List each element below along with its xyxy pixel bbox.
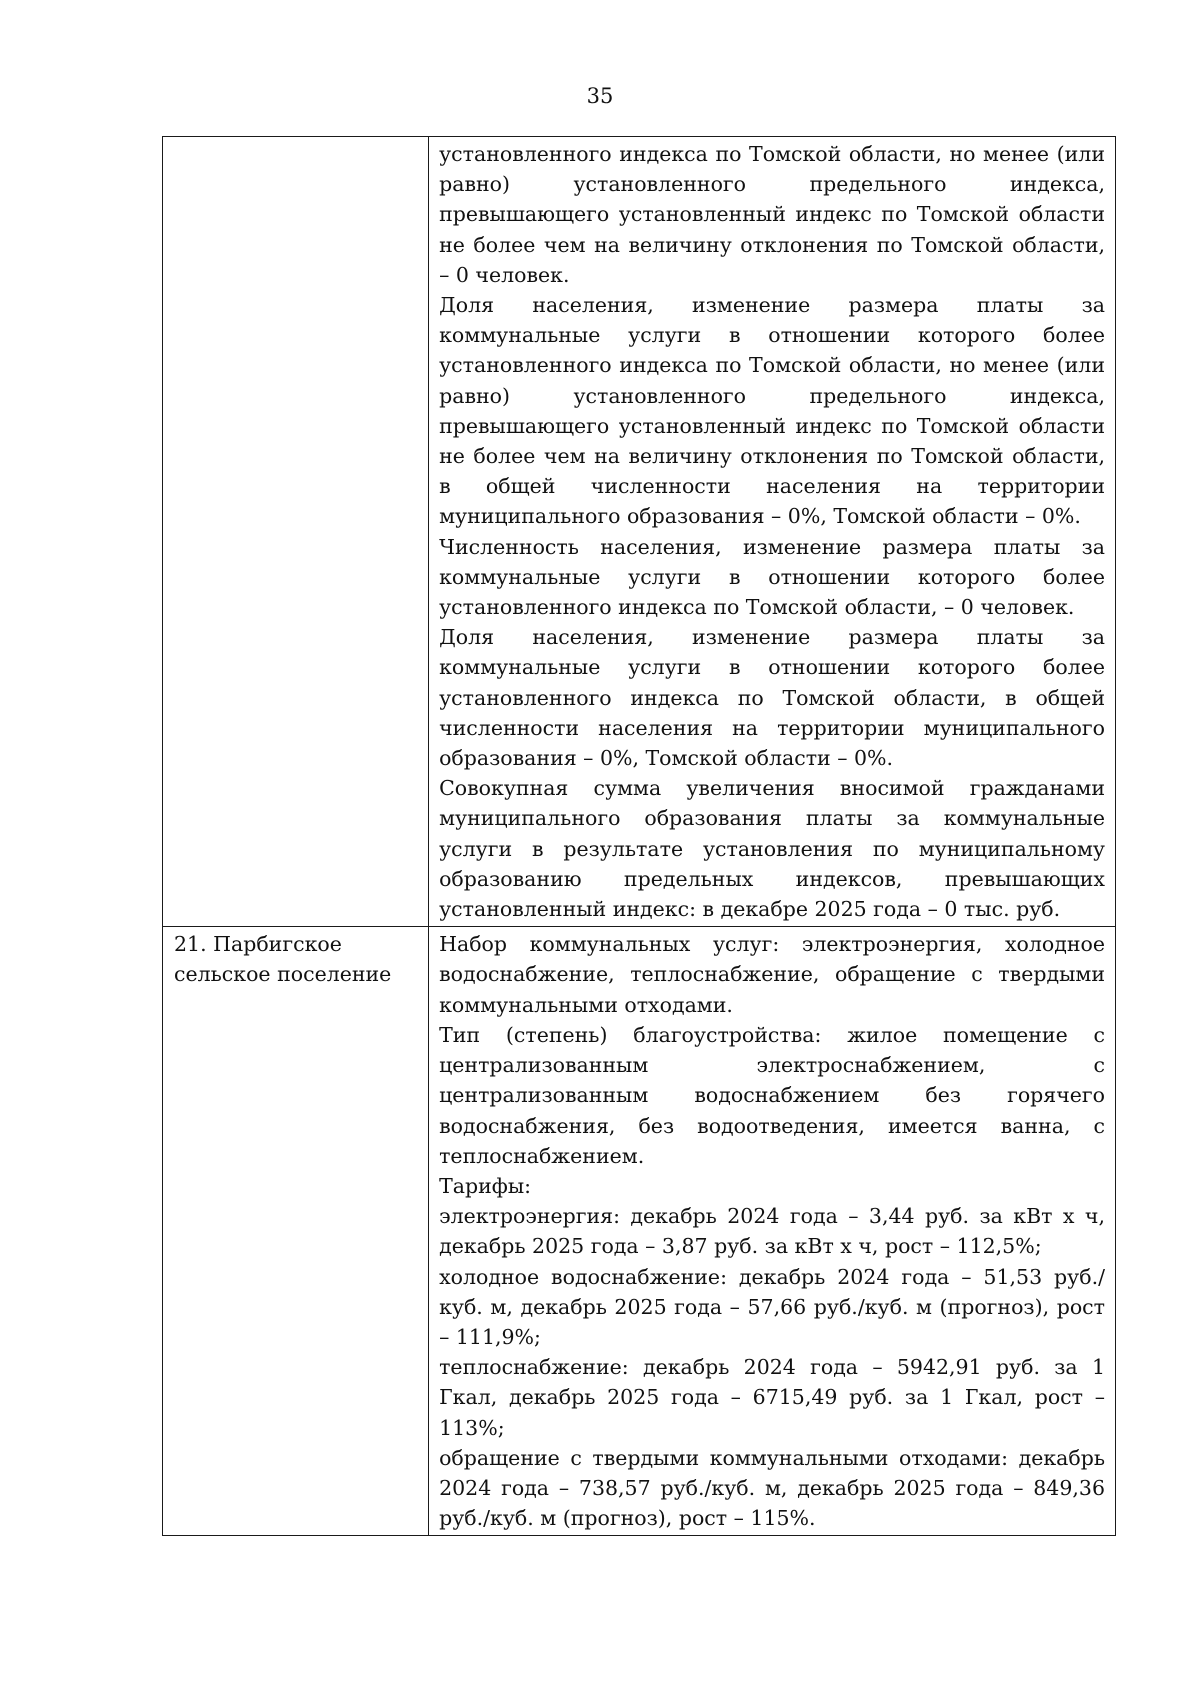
paragraph: электроэнергия: декабрь 2024 года – 3,44 руб. за кВт х ч, декабрь 2025 года – 3,87 руб. за кВт х ч, рост – 112,5%; xyxy=(439,1204,1105,1259)
paragraph: Набор коммунальных услуг: электроэнергия, холодное водоснабжение, теплоснабжение, обращение с твердыми коммунальными отходами. xyxy=(439,932,1105,1017)
paragraph: Тип (степень) благоустройства: жилое помещение с централизованным электроснабжением, с централизованным водоснабжением без горячего водоснабжения, без водоотведения, имеется ванна, с теплоснабжением. xyxy=(439,1022,1105,1168)
page-number: 35 xyxy=(586,84,614,108)
paragraph: обращение с твердыми коммунальными отходами: декабрь 2024 года – 738,57 руб./куб. м, декабрь 2025 года – 849,36 руб./куб. м (прогноз), рост – 115%. xyxy=(439,1445,1105,1531)
indicators-description-cell xyxy=(429,137,1116,927)
table-row xyxy=(163,927,1116,1536)
paragraph: Численность населения, изменение размера платы за коммунальные услуги в отношении которого более установленного индекса по Томской области, – 0 человек. xyxy=(439,534,1105,620)
paragraph: Доля населения, изменение размера платы за коммунальные услуги в отношении которого более установленного индекса по Томской области, в общей численности населения на территории муниципального образования – 0%, Томской области – 0%. xyxy=(439,625,1105,771)
indicators-description-cell xyxy=(429,927,1116,1536)
municipality-name-cell: 21. Парбигское сельское поселение xyxy=(163,927,429,1536)
paragraph: Доля населения, изменение размера платы за коммунальные услуги в отношении которого более установленного индекса по Томской области, но менее (или равно) установленного предельного индекса, превышающего установленный индекс по Томской области не более чем на величину отклонения по Томской области, в общей численности населения на территории муниципального образования – 0%, Томской области – 0%. xyxy=(439,293,1105,529)
municipal-tariff-table xyxy=(162,136,1116,1536)
paragraph: теплоснабжение: декабрь 2024 года – 5942,91 руб. за 1 Гкал, декабрь 2025 года – 6715,49 руб. за 1 Гкал, рост – 113%; xyxy=(439,1355,1105,1440)
paragraph: установленного индекса по Томской области, но менее (или равно) установленного предельного индекса, превышающего установленный индекс по Томской области не более чем на величину отклонения по Томской области, – 0 человек. xyxy=(439,142,1105,287)
municipality-name-cell xyxy=(163,137,429,927)
paragraph: Тарифы: xyxy=(439,1173,532,1198)
table-row xyxy=(163,137,1116,927)
paragraph: Совокупная сумма увеличения вносимой гражданами муниципального образования платы за коммунальные услуги в результате установления по муниципальному образованию предельных индексов, превышающих установленный индекс: в декабре 2025 года – 0 тыс. руб. xyxy=(439,776,1105,922)
paragraph: холодное водоснабжение: декабрь 2024 года – 51,53 руб./куб. м, декабрь 2025 года – 57,66 руб./куб. м (прогноз), рост – 111,9%; xyxy=(439,1264,1105,1349)
